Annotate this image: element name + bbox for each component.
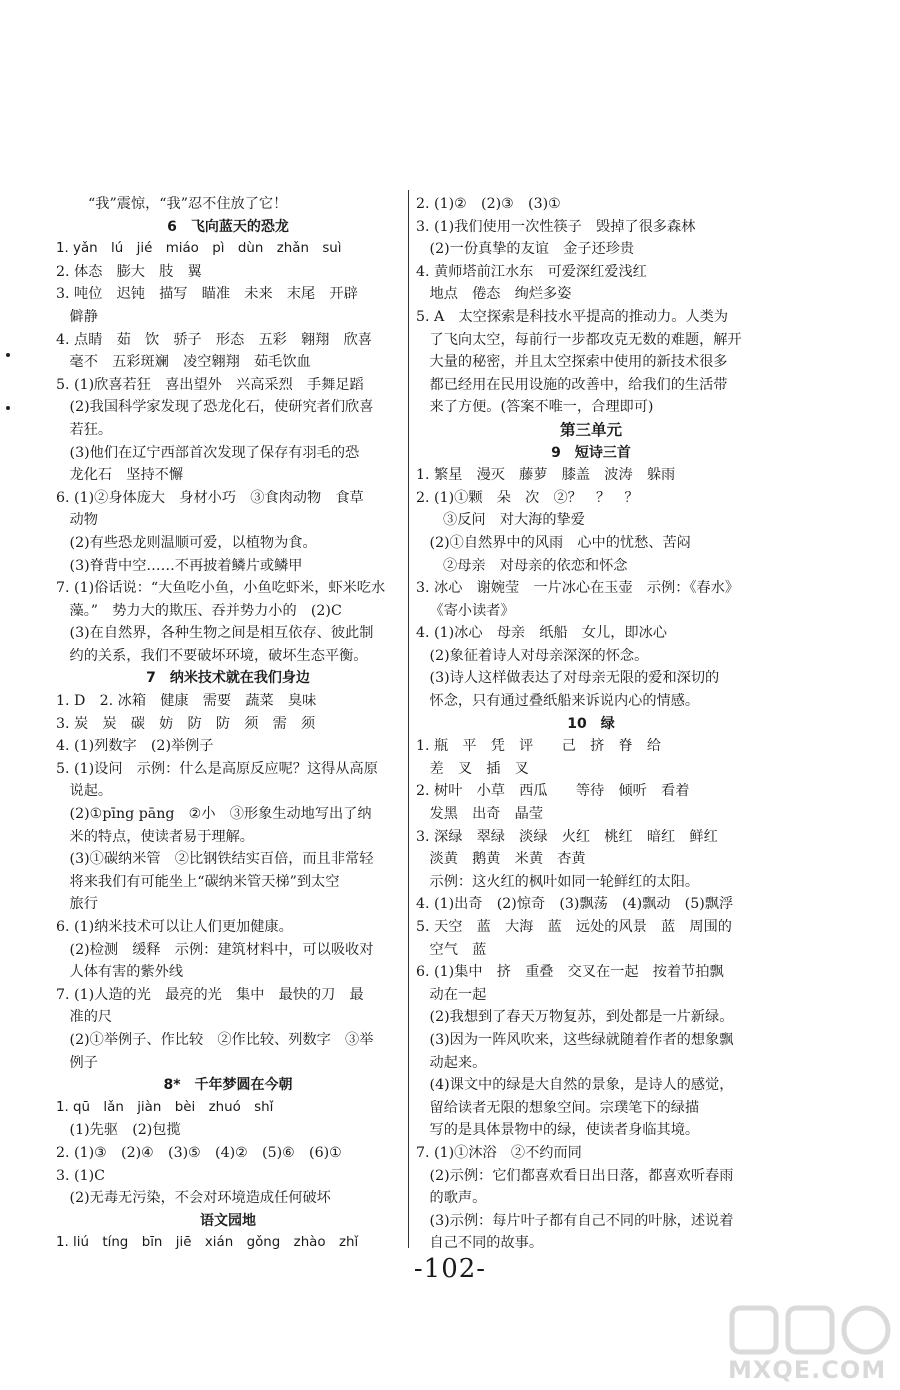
- answer-line: (1)先驱 (2)包揽: [56, 1122, 181, 1139]
- answer-line: 4. (1)列数字 (2)举例子: [56, 738, 214, 755]
- right-column: [416, 193, 766, 1255]
- answer-line: 旅行: [56, 896, 98, 913]
- answer-line: (3)因为一阵风吹来，这些绿就随着作者的想象飘: [416, 1031, 734, 1048]
- answer-line: 准的尺: [56, 1009, 113, 1026]
- answer-line: 人体有害的紫外线: [56, 964, 184, 981]
- answer-line: 5. (1)欣喜若狂 喜出望外 兴高采烈 手舞足蹈: [56, 376, 364, 393]
- answer-line: 1. 瓶 平 凭 评 己 挤 脊 给: [416, 738, 662, 755]
- answer-line: 2. (1)①颗 朵 次 ②？ ？ ？: [416, 489, 639, 506]
- answer-line: 6. (1)纳米技术可以让人们更加健康。: [56, 919, 293, 935]
- answer-line: (2)我国科学家发现了恐龙化石，使研究者们欣喜: [56, 399, 374, 416]
- left-column: [56, 193, 400, 1255]
- section-heading: 6 飞向蓝天的恐龙: [167, 218, 289, 235]
- answer-line: 僻静: [56, 308, 98, 325]
- answer-line: 发黑 出奇 晶莹: [416, 806, 544, 823]
- answer-line: 2. (1)③ (2)④ (3)⑤ (4)② (5)⑥ (6)①: [56, 1144, 342, 1161]
- answer-line: 自己不同的故事。: [416, 1235, 544, 1252]
- answer-line: 留给读者无限的想象空间。宗璞笔下的绿描: [416, 1099, 700, 1116]
- answer-line: 3. 冰心 谢婉莹 一片冰心在玉壶 示例：《春水》: [416, 580, 740, 597]
- answer-line: 动起来。: [416, 1054, 487, 1071]
- answer-line: 3. 深绿 翠绿 淡绿 火红 桃红 暗红 鲜红: [416, 828, 718, 845]
- answer-line: 2. 树叶 小草 西瓜 等待 倾听 看着: [416, 783, 690, 800]
- answer-line: 怀念，只有通过叠纸船来诉说内心的情感。: [416, 693, 700, 710]
- answer-line: 3. 吨位 迟钝 描写 瞄准 未来 末尾 开辟: [56, 286, 358, 303]
- answer-line: ②母亲 对母亲的依恋和怀念: [416, 557, 628, 574]
- answer-line: 若狂。: [56, 421, 113, 438]
- section-heading: 10 绿: [567, 715, 615, 732]
- answer-line: 1. liú tíng bīn jiē xián gǒng zhào zhǐ: [56, 1235, 359, 1251]
- answer-line: 4. 点睛 茹 饮 骄子 形态 五彩 翱翔 欣喜: [56, 331, 372, 348]
- margin-mark: [6, 406, 10, 410]
- section-heading: 7 纳米技术就在我们身边: [146, 670, 310, 687]
- answer-line: 动物: [56, 512, 98, 529]
- answer-line: (4)课文中的绿是大自然的景象，是诗人的感觉，: [416, 1077, 734, 1094]
- answer-line: 1. yǎn lú jié miáo pì dùn zhǎn suì: [56, 241, 342, 257]
- watermark-logo: [726, 1300, 894, 1384]
- answer-line: (2)①pīng pāng ②小 ③形象生动地写出了纳: [56, 806, 372, 823]
- answer-line: (2)有些恐龙则温顺可爱，以植物为食。: [56, 534, 317, 551]
- answer-line: 都已经用在民用设施的改善中，给我们的生活带: [416, 376, 728, 393]
- answer-line: 1. 繁星 漫灭 藤萝 膝盖 波涛 躲雨: [416, 467, 676, 484]
- answer-line: (2)①举例子、作比较 ②作比较、列数字 ③举: [56, 1031, 374, 1048]
- answer-line: “我”震惊，“我”忍不住放了它！: [88, 196, 288, 212]
- answer-line: 米的特点，使读者易于理解。: [56, 828, 254, 845]
- answer-line: 3. (1)我们使用一次性筷子 毁掉了很多森林: [416, 218, 696, 235]
- answer-line: 说起。: [56, 783, 113, 800]
- answer-line: 空气 蓝: [416, 941, 487, 958]
- answer-line: 5. 天空 蓝 大海 蓝 远处的风景 蓝 周围的: [416, 919, 732, 935]
- answer-line: 2. 体态 膨大 肢 翼: [56, 263, 202, 280]
- answer-line: (3)他们在辽宁西部首次发现了保存有羽毛的恐: [56, 444, 360, 461]
- answer-line: (3)在自然界，各种生物之间是相互依存、彼此制: [56, 625, 374, 642]
- answer-line: 藻。” 势力大的欺压、吞并势力小的 (2)C: [56, 602, 342, 619]
- answer-line: 5. (1)设问 示例：什么是高原反应呢？这得从高原: [56, 760, 378, 777]
- answer-line: 例子: [56, 1054, 98, 1071]
- answer-line: (2)象征着诗人对母亲深深的怀念。: [416, 647, 649, 664]
- answer-line: 约的关系，我们不要破坏环境，破坏生态平衡。: [56, 647, 368, 664]
- answer-line: 6. (1)集中 挤 重叠 交叉在一起 按着节拍飘: [416, 964, 724, 981]
- answer-line: (3)示例：每片叶子都有自己不同的叶脉，述说着: [416, 1212, 734, 1229]
- answer-line: 动在一起: [416, 986, 487, 1003]
- answer-line: 毫不 五彩斑斓 凌空翱翔 茹毛饮血: [56, 354, 311, 371]
- answer-line: 来了方便。(答案不唯一，合理即可): [416, 399, 654, 416]
- answer-line: 1. D 2. 冰箱 健康 需要 蔬菜 臭味: [56, 693, 317, 710]
- answer-line: 差 叉 插 叉: [416, 760, 529, 777]
- margin-mark: [6, 353, 10, 357]
- answer-line: 6. (1)②身体庞大 身材小巧 ③食肉动物 食草: [56, 489, 364, 506]
- unit-heading: 第三单元: [559, 420, 622, 439]
- page-number: -102-: [413, 1254, 487, 1284]
- section-heading: 8* 千年梦圆在今朝: [163, 1077, 293, 1094]
- answer-line: (3)脊背中空……不再披着鳞片或鳞甲: [56, 557, 303, 574]
- answer-line: 将来我们有可能坐上“碳纳米管天梯”到太空: [56, 873, 340, 890]
- answer-line: 写的是具体景物中的绿，使读者身临其境。: [416, 1122, 700, 1139]
- answer-line: ③反问 对大海的挚爱: [416, 512, 585, 529]
- answer-line: 了飞向太空，每前行一步都攻克无数的难题，解开: [416, 331, 742, 348]
- watermark-text: MXQE.COM: [728, 1356, 887, 1384]
- answer-line: 的歌声。: [416, 1190, 487, 1207]
- answer-line: 龙化石 坚持不懈: [56, 467, 184, 484]
- answer-line: 4. (1)出奇 (2)惊奇 (3)飘荡 (4)飘动 (5)飘浮: [416, 896, 734, 913]
- answer-line: 5. A 太空探索是科技水平提高的推动力。人类为: [416, 308, 729, 325]
- section-heading: 9 短诗三首: [551, 444, 631, 461]
- answer-line: 示例：这火红的枫叶如同一轮鲜红的太阳。: [416, 873, 700, 890]
- answer-line: (2)示例：它们都喜欢看日出日落，都喜欢听春雨: [416, 1167, 734, 1184]
- answer-line: 7. (1)俗话说：“大鱼吃小鱼，小鱼吃虾米，虾米吃水: [56, 580, 386, 597]
- answer-line: (3)诗人这样做表达了对母亲无限的爱和深切的: [416, 670, 720, 687]
- answer-line: 4. (1)冰心 母亲 纸船 女儿，即冰心: [416, 625, 667, 642]
- answer-line: 7. (1)①沐浴 ②不约而同: [416, 1144, 582, 1161]
- answer-line: (3)①碳纳米管 ②比钢铁结实百倍，而且非常轻: [56, 851, 374, 868]
- answer-line: (2)无毒无污染，不会对环境造成任何破坏: [56, 1190, 331, 1207]
- answer-line: 《寄小读者》: [416, 602, 515, 619]
- answer-line: 2. (1)② (2)③ (3)①: [416, 196, 561, 212]
- answer-line: 3. (1)C: [56, 1167, 105, 1184]
- column-divider: [408, 190, 409, 1248]
- answer-line: (2)我想到了春天万物复苏，到处都是一片新绿。: [416, 1009, 734, 1026]
- answer-line: 4. 黄师塔前江水东 可爱深红爱浅红: [416, 263, 647, 280]
- answer-line: 大量的秘密，并且太空探索中使用的新技术很多: [416, 354, 728, 371]
- answer-line: (2)一份真挚的友谊 金子还珍贵: [416, 241, 635, 258]
- answer-line: (2)检测 缓释 示例：建筑材料中，可以吸收对: [56, 941, 374, 958]
- answer-line: 淡黄 鹅黄 米黄 杏黄: [416, 851, 586, 868]
- watermark-logo-icon: [726, 1300, 894, 1360]
- answer-line: (2)①自然界中的风雨 心中的忧愁、苦闷: [416, 534, 691, 551]
- answer-line: 地点 倦态 绚烂多姿: [416, 286, 572, 303]
- answer-line: 1. qū lǎn jiàn bèi zhuó shǐ: [56, 1099, 274, 1115]
- answer-line: 3. 炭 炭 碳 妨 防 防 须 需 须: [56, 715, 316, 732]
- section-heading: 语文园地: [200, 1212, 256, 1229]
- answer-line: 7. (1)人造的光 最亮的光 集中 最快的刀 最: [56, 986, 364, 1003]
